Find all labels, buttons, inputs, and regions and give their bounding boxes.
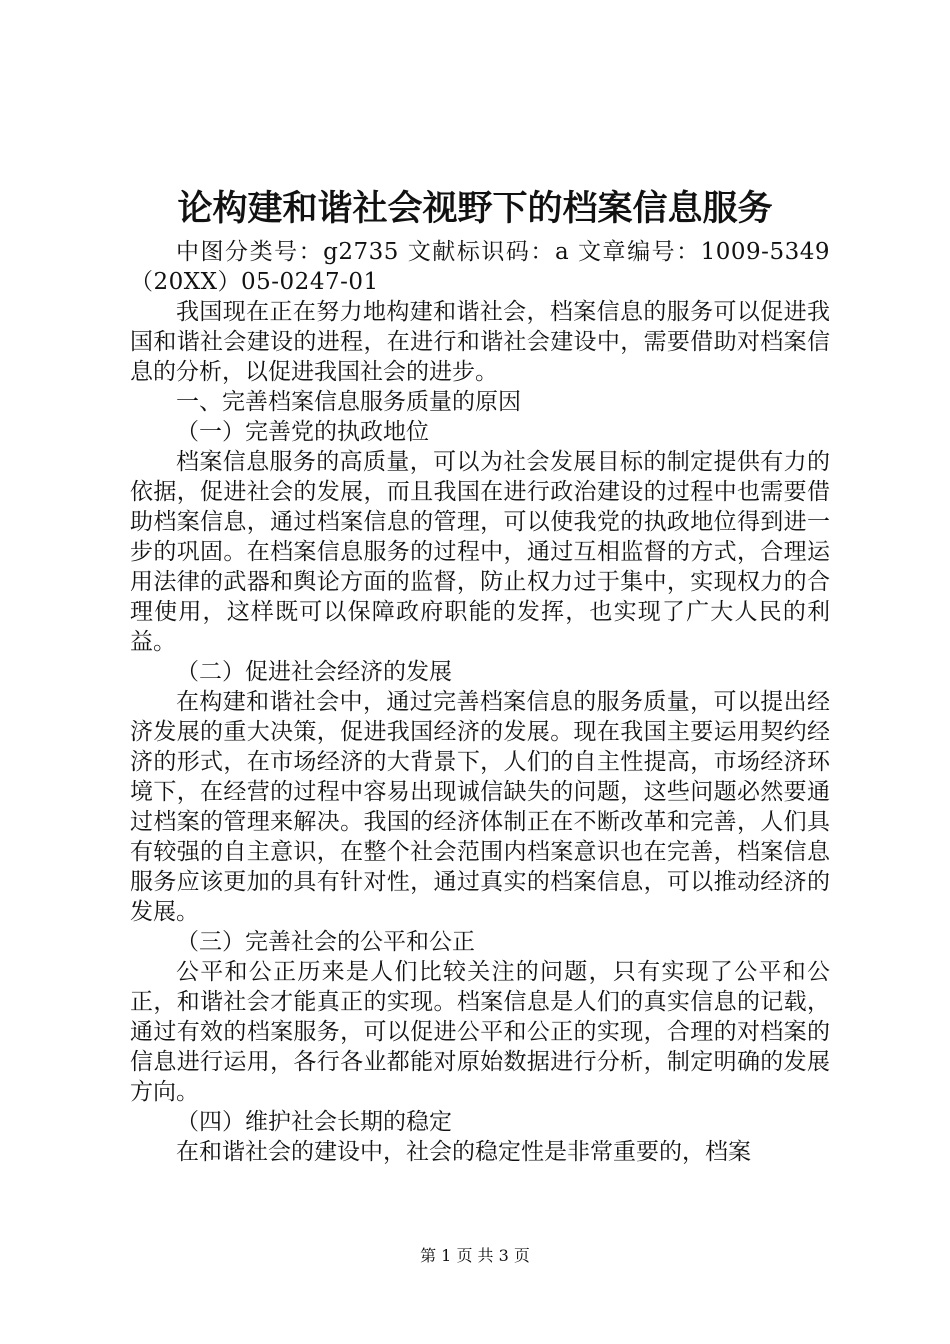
subsection-body-1: 档案信息服务的高质量，可以为社会发展目标的制定提供有力的依据，促进社会的发展，而且我国在进行政治建设的过程中也需要借助档案信息，通过档案信息的管理，可以使我党的执政地位得到进一步的巩固。在档案信息服务的过程中，通过互相监督的方式，合理运用法律的武器和舆论方面的监督，防止权力过于集中，实现权力的合理使用，这样既可以保障政府职能的发挥，也实现了广大人民的利益。 xyxy=(130,449,830,655)
document-body xyxy=(130,237,830,1167)
classification-meta: 中图分类号：g2735 文献标识码：a 文章编号：1009-5349（20XX）05-0247-01 xyxy=(130,239,830,295)
subsection-heading-1: （一）完善党的执政地位 xyxy=(176,419,429,445)
subsection-heading-2: （二）促进社会经济的发展 xyxy=(176,659,452,685)
subsection-body-4: 在和谐社会的建设中，社会的稳定性是非常重要的，档案 xyxy=(176,1139,751,1165)
page-number-footer: 第 1 页 共 3 页 xyxy=(420,1246,530,1265)
subsection-heading-4: （四）维护社会长期的稳定 xyxy=(176,1109,452,1135)
subsection-heading-3: （三）完善社会的公平和公正 xyxy=(176,929,475,955)
intro-paragraph: 我国现在正在努力地构建和谐社会，档案信息的服务可以促进我国和谐社会建设的进程，在进行和谐社会建设中，需要借助对档案信息的分析，以促进我国社会的进步。 xyxy=(130,299,830,385)
subsection-body-2: 在构建和谐社会中，通过完善档案信息的服务质量，可以提出经济发展的重大决策，促进我国经济的发展。现在我国主要运用契约经济的形式，在市场经济的大背景下，人们的自主性提高，市场经济环境下，在经营的过程中容易出现诚信缺失的问题，这些问题必然要通过档案的管理来解决。我国的经济体制正在不断改革和完善，人们具有较强的自主意识，在整个社会范围内档案意识也在完善，档案信息服务应该更加的具有针对性，通过真实的档案信息，可以推动经济的发展。 xyxy=(130,689,830,925)
document-title: 论构建和谐社会视野下的档案信息服务 xyxy=(177,188,773,229)
section-heading-1: 一、完善档案信息服务质量的原因 xyxy=(176,389,521,415)
subsection-body-3: 公平和公正历来是人们比较关注的问题，只有实现了公平和公正，和谐社会才能真正的实现。档案信息是人们的真实信息的记载，通过有效的档案服务，可以促进公平和公正的实现，合理的对档案的信息进行运用，各行各业都能对原始数据进行分析，制定明确的发展方向。 xyxy=(130,959,830,1105)
